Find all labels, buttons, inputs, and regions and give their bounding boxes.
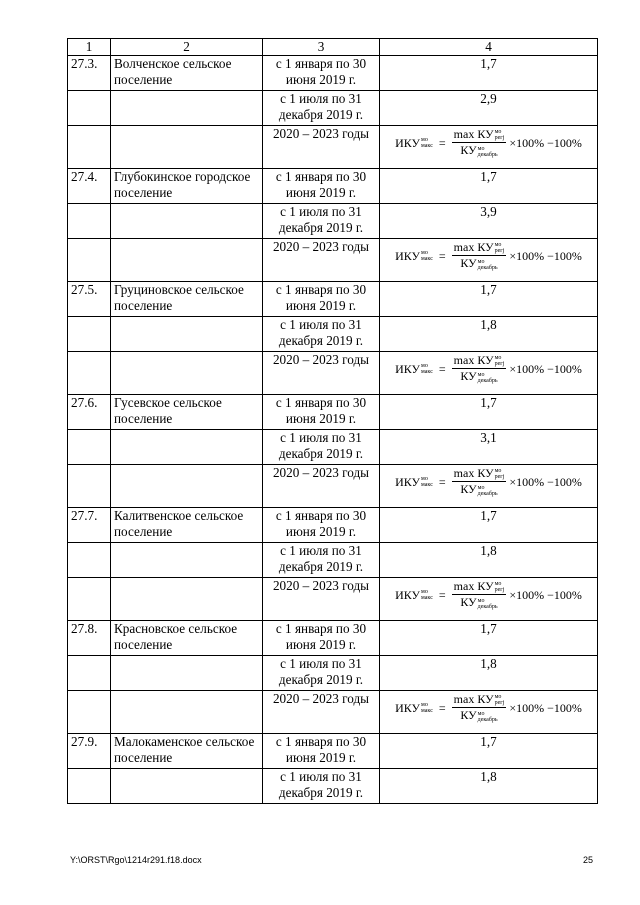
formula-equals: = — [438, 248, 446, 263]
footer-page-number: 25 — [583, 855, 594, 865]
index-value: 1,7 — [380, 734, 598, 769]
formula-denominator — [458, 143, 499, 157]
table-row — [68, 126, 598, 169]
index-formula-cell — [380, 691, 598, 734]
period: с 1 июля по 31 декабря 2019 г. — [263, 769, 380, 804]
table-row — [68, 621, 598, 656]
formula-lhs-sub: макс — [421, 142, 433, 149]
formula-lhs: ИКУ — [395, 361, 421, 376]
formula-num-sup: мо — [494, 694, 502, 701]
settlement-name — [111, 91, 263, 126]
settlement-name — [111, 578, 263, 621]
formula-fraction — [452, 693, 507, 723]
formula-num-scripts — [495, 581, 505, 593]
formula-numerator — [452, 354, 507, 369]
formula-numerator — [452, 128, 507, 143]
period: с 1 января по 30 июня 2019 г. — [263, 282, 380, 317]
settlement-name — [111, 656, 263, 691]
formula-den-base: КУ — [460, 482, 477, 497]
formula-lhs-sup: мо — [421, 588, 428, 595]
formula-tail: ×100% −100% — [509, 474, 582, 489]
index-value: 1,7 — [380, 508, 598, 543]
table-row — [68, 352, 598, 395]
period: 2020 – 2023 годы — [263, 465, 380, 508]
settlement-name: Гусевское сельское поселение — [111, 395, 263, 430]
formula-numerator — [452, 693, 507, 708]
table-row — [68, 508, 598, 543]
settlement-name: Малокаменское сельское поселение — [111, 734, 263, 769]
formula-den-base: КУ — [460, 369, 477, 384]
formula-den-sub: декабрь — [477, 264, 498, 271]
table-row — [68, 734, 598, 769]
period: с 1 января по 30 июня 2019 г. — [263, 169, 380, 204]
formula-lhs-sup: мо — [421, 249, 428, 256]
footer-file-path: Y:\ORST\Rgo\1214r291.f18.docx — [70, 855, 202, 865]
formula-fraction — [452, 128, 507, 158]
formula-lhs: ИКУ — [395, 135, 421, 150]
settlement-name — [111, 352, 263, 395]
formula-tail: ×100% −100% — [509, 135, 582, 150]
formula-num-sup: мо — [494, 355, 502, 362]
formula-num-sub: регj — [494, 587, 505, 594]
header-row — [68, 39, 598, 56]
row-number: 27.8. — [68, 621, 111, 656]
row-number — [68, 204, 111, 239]
formula-den-scripts — [478, 372, 498, 384]
tariff-table — [67, 38, 598, 804]
index-formula — [395, 467, 582, 497]
row-number — [68, 769, 111, 804]
formula-lhs-scripts — [421, 589, 433, 601]
table-row — [68, 543, 598, 578]
row-number: 27.4. — [68, 169, 111, 204]
formula-lhs-sub: макс — [421, 481, 433, 488]
formula-fraction — [452, 467, 507, 497]
index-formula — [395, 354, 582, 384]
table-row — [68, 769, 598, 804]
formula-lhs: ИКУ — [395, 587, 421, 602]
index-value: 3,1 — [380, 430, 598, 465]
index-formula — [395, 128, 582, 158]
index-value: 1,7 — [380, 621, 598, 656]
index-formula-cell — [380, 126, 598, 169]
formula-den-sup: мо — [477, 371, 485, 378]
table-row — [68, 91, 598, 126]
formula-num-prefix: max КУ — [453, 579, 494, 593]
table-row — [68, 282, 598, 317]
period: 2020 – 2023 годы — [263, 126, 380, 169]
formula-den-scripts — [478, 259, 498, 271]
formula-den-base: КУ — [460, 256, 477, 271]
index-formula-cell — [380, 578, 598, 621]
period: 2020 – 2023 годы — [263, 352, 380, 395]
formula-num-sub: регj — [494, 361, 505, 368]
formula-num-scripts — [495, 694, 505, 706]
period: с 1 июля по 31 декабря 2019 г. — [263, 656, 380, 691]
formula-num-sup: мо — [494, 581, 502, 588]
formula-den-sub: декабрь — [477, 716, 498, 723]
period: 2020 – 2023 годы — [263, 578, 380, 621]
period: 2020 – 2023 годы — [263, 691, 380, 734]
formula-lhs-sup: мо — [421, 136, 428, 143]
period: с 1 июля по 31 декабря 2019 г. — [263, 204, 380, 239]
row-number — [68, 317, 111, 352]
formula-lhs-sub: макс — [421, 368, 433, 375]
period: 2020 – 2023 годы — [263, 239, 380, 282]
index-value: 3,9 — [380, 204, 598, 239]
formula-den-sub: декабрь — [477, 377, 498, 384]
formula-denominator — [458, 708, 499, 722]
formula-lhs-sup: мо — [421, 475, 428, 482]
formula-den-sup: мо — [477, 597, 485, 604]
index-formula-cell — [380, 352, 598, 395]
formula-fraction — [452, 580, 507, 610]
formula-den-sup: мо — [477, 145, 485, 152]
formula-tail: ×100% −100% — [509, 587, 582, 602]
index-formula — [395, 693, 582, 723]
period: с 1 января по 30 июня 2019 г. — [263, 734, 380, 769]
formula-numerator — [452, 467, 507, 482]
formula-tail: ×100% −100% — [509, 361, 582, 376]
formula-num-sub: регj — [494, 248, 505, 255]
formula-num-prefix: max КУ — [453, 240, 494, 254]
table-row — [68, 656, 598, 691]
formula-num-sup: мо — [494, 242, 502, 249]
table-row — [68, 317, 598, 352]
settlement-name — [111, 126, 263, 169]
index-formula-cell — [380, 239, 598, 282]
period: с 1 января по 30 июня 2019 г. — [263, 508, 380, 543]
settlement-name: Калитвенское сельское поселение — [111, 508, 263, 543]
table-body — [68, 39, 598, 804]
formula-lhs: ИКУ — [395, 474, 421, 489]
header-cell-4: 4 — [380, 39, 598, 56]
settlement-name — [111, 691, 263, 734]
formula-denominator — [458, 482, 499, 496]
header-cell-2: 2 — [111, 39, 263, 56]
settlement-name: Груциновское сельское поселение — [111, 282, 263, 317]
formula-lhs-scripts — [421, 476, 433, 488]
formula-lhs: ИКУ — [395, 700, 421, 715]
table-row — [68, 204, 598, 239]
row-number — [68, 543, 111, 578]
settlement-name — [111, 543, 263, 578]
settlement-name: Глубокинское городское поселение — [111, 169, 263, 204]
formula-lhs-sup: мо — [421, 362, 428, 369]
formula-den-sub: декабрь — [477, 603, 498, 610]
table-row — [68, 239, 598, 282]
index-formula-cell — [380, 465, 598, 508]
row-number: 27.6. — [68, 395, 111, 430]
settlement-name — [111, 317, 263, 352]
period: с 1 января по 30 июня 2019 г. — [263, 395, 380, 430]
row-number — [68, 91, 111, 126]
row-number: 27.7. — [68, 508, 111, 543]
formula-num-prefix: max КУ — [453, 127, 494, 141]
index-value: 1,8 — [380, 543, 598, 578]
row-number — [68, 691, 111, 734]
formula-den-base: КУ — [460, 708, 477, 723]
formula-lhs-scripts — [421, 363, 433, 375]
settlement-name — [111, 204, 263, 239]
formula-equals: = — [438, 135, 446, 150]
formula-num-sup: мо — [494, 468, 502, 475]
formula-den-base: КУ — [460, 143, 477, 158]
formula-lhs-sub: макс — [421, 707, 433, 714]
formula-den-base: КУ — [460, 595, 477, 610]
period: с 1 июля по 31 декабря 2019 г. — [263, 91, 380, 126]
formula-num-scripts — [495, 468, 505, 480]
formula-tail: ×100% −100% — [509, 248, 582, 263]
formula-den-scripts — [478, 598, 498, 610]
formula-numerator — [452, 241, 507, 256]
formula-tail: ×100% −100% — [509, 700, 582, 715]
formula-num-prefix: max КУ — [453, 692, 494, 706]
formula-fraction — [452, 241, 507, 271]
formula-den-sup: мо — [477, 484, 485, 491]
row-number — [68, 656, 111, 691]
formula-equals: = — [438, 474, 446, 489]
settlement-name — [111, 239, 263, 282]
formula-lhs: ИКУ — [395, 248, 421, 263]
row-number — [68, 430, 111, 465]
formula-lhs-sub: макс — [421, 594, 433, 601]
index-formula — [395, 580, 582, 610]
formula-den-sub: декабрь — [477, 151, 498, 158]
formula-num-sub: регj — [494, 474, 505, 481]
index-value: 1,8 — [380, 317, 598, 352]
formula-num-sup: мо — [494, 129, 502, 136]
formula-den-sup: мо — [477, 710, 485, 717]
row-number — [68, 126, 111, 169]
formula-num-prefix: max КУ — [453, 353, 494, 367]
formula-lhs-scripts — [421, 702, 433, 714]
period: с 1 июля по 31 декабря 2019 г. — [263, 543, 380, 578]
formula-equals: = — [438, 587, 446, 602]
table-row — [68, 465, 598, 508]
formula-den-sup: мо — [477, 258, 485, 265]
formula-num-scripts — [495, 129, 505, 141]
index-value: 1,8 — [380, 656, 598, 691]
table-row — [68, 430, 598, 465]
formula-equals: = — [438, 700, 446, 715]
formula-den-scripts — [478, 485, 498, 497]
formula-num-scripts — [495, 355, 505, 367]
period: с 1 января по 30 июня 2019 г. — [263, 56, 380, 91]
formula-den-scripts — [478, 146, 498, 158]
row-number: 27.5. — [68, 282, 111, 317]
formula-lhs-sup: мо — [421, 701, 428, 708]
formula-den-sub: декабрь — [477, 490, 498, 497]
period: с 1 января по 30 июня 2019 г. — [263, 621, 380, 656]
settlement-name — [111, 430, 263, 465]
row-number: 27.9. — [68, 734, 111, 769]
formula-denominator — [458, 369, 499, 383]
index-value: 1,7 — [380, 395, 598, 430]
period: с 1 июля по 31 декабря 2019 г. — [263, 430, 380, 465]
index-value: 1,8 — [380, 769, 598, 804]
index-value: 1,7 — [380, 282, 598, 317]
formula-lhs-scripts — [421, 250, 433, 262]
formula-denominator — [458, 595, 499, 609]
settlement-name: Красновское сельское поселение — [111, 621, 263, 656]
table-row — [68, 691, 598, 734]
header-cell-1: 1 — [68, 39, 111, 56]
index-value: 1,7 — [380, 169, 598, 204]
formula-num-prefix: max КУ — [453, 466, 494, 480]
row-number — [68, 352, 111, 395]
header-cell-3: 3 — [263, 39, 380, 56]
table-row — [68, 169, 598, 204]
settlement-name — [111, 465, 263, 508]
formula-denominator — [458, 256, 499, 270]
table-row — [68, 56, 598, 91]
formula-den-scripts — [478, 711, 498, 723]
formula-lhs-sub: макс — [421, 255, 433, 262]
formula-equals: = — [438, 361, 446, 376]
period: с 1 июля по 31 декабря 2019 г. — [263, 317, 380, 352]
table-row — [68, 578, 598, 621]
index-value: 2,9 — [380, 91, 598, 126]
formula-num-scripts — [495, 242, 505, 254]
table-row — [68, 395, 598, 430]
formula-num-sub: регj — [494, 135, 505, 142]
formula-numerator — [452, 580, 507, 595]
settlement-name — [111, 769, 263, 804]
formula-lhs-scripts — [421, 137, 433, 149]
formula-num-sub: регj — [494, 700, 505, 707]
row-number: 27.3. — [68, 56, 111, 91]
row-number — [68, 465, 111, 508]
row-number — [68, 239, 111, 282]
settlement-name: Волченское сельское поселение — [111, 56, 263, 91]
row-number — [68, 578, 111, 621]
index-formula — [395, 241, 582, 271]
formula-fraction — [452, 354, 507, 384]
index-value: 1,7 — [380, 56, 598, 91]
